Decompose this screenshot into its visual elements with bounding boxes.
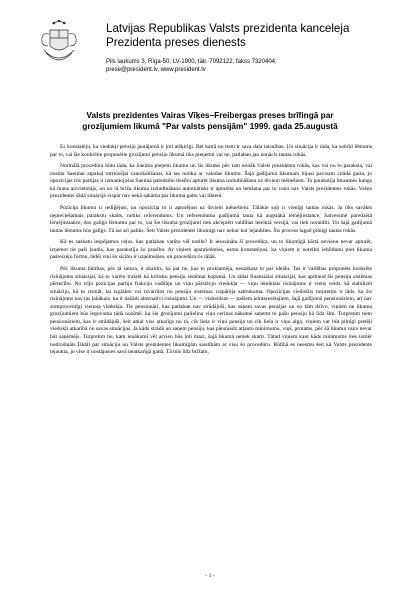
document-body	[50, 144, 372, 361]
title-line-1: Valsts prezidentes Vairas Vīķes–Freibergas preses brīfingā par	[86, 110, 334, 120]
title-line-2: grozījumiem likumā "Par valsts pensijām" 1999. gada 25.augustā	[82, 120, 338, 131]
document-title	[60, 110, 360, 131]
coat-of-arms-emblem	[37, 16, 81, 64]
paragraph: Es konstatēju, ka viedokļi pensiju jautājumā ir ļoti atšķirīgi. Bet katrā no tiem ir sava daļa taisnības. Un situācija ir tāda, ka sobrīd lēmums par to, vai šie konkrētie proponētie grozījumi pensiju likumā tiks pieņemti vai ne, patlaban jau nonācis tautas rokās.	[50, 144, 372, 158]
contact-line-2: prese@president.lv, www.president.lv	[106, 67, 206, 74]
paragraph: Kā es saskatu iespējamos ceļus, kas patlaban varētu vēl notikt? Ir iesosināta šī procedūra, un to likumīgā kārtā nevienu nevar apturēt, izņemot tie paši ļaudis, kas parakstīja šo prasību. Ar viņiem apsnriedoties, esmu konstatējusi, ka viņiem ir noteikti iebildumi pret likuma pašreizējo formu, tādēļ viņi šo sīcību ir uzņēmušies, un procedūra ris tālāk.	[50, 239, 372, 261]
paragraph: Pozīcija likumu ir rediģējusi, un opozīcija to ir apturējusi uz diviem mēnešiem. Tālākie soļi ir vienīgi tautas rokās. Ja tiks savākts nepieciešamais parakstu skaits, notiks referendums. Un referenduma gadījumā tauta kā augstākā lēmējinstance, Satversmē paredzētā lēmējinstance, dos galīgo lēmumu par to, vai šie likuma grozījumi tiek akceptēti valdības ieteiktā versijā, vai tiek noraidīti. Un šajā gadījumā tautas lēmums būs galīgs. Tā tas arī paliks. Šeit Valsts prezidentei likumīgi nav nekur kur iejaukties. Šis process tagad pilnīgi tautas rokās.	[50, 205, 372, 234]
paragraph: Normālā procedūra būtu tāda, ka Saeima pieņem likumu un šis likums pēc tam nonāk Valsts prezidenta rokās, kas vai nu to paraksta, vai nosūta Saeimai atpakaļ otrreizējai caurskatīšanai, kā tas notika ar valodas likumu. Šajā gadījumā likumam bijusi pavisam citāda gaita, jo opozīcijas trīs partijas ir izmantojušas Saeimā paredzēto tiesību apturēt likuma izsludināšanu uz diviem mēnešiem. To parakstīja Straumes kungs kā mans aizvietotājs, un no tā brīža likuma izsludināšana automātiski ir apturēta un lemšana par to vairs nav Valsts prezidentes rokās. Valsts prezidentei šādā situācijā vispār nav nekā sakāma par likuma gaitu vai likteni.	[50, 163, 372, 200]
contact-address	[106, 58, 406, 74]
contact-line-1: Pils laukums 3, Rīga-50, LV-1900, tālr. 7092122, fakss 7320404,	[106, 59, 277, 65]
department-name: Prezidenta preses dienests	[106, 36, 246, 49]
page-number: - 1 -	[205, 573, 215, 579]
letterhead	[106, 22, 406, 74]
paragraph: Pēc likuma būtības, pēc tā satura, ir skaidrs, ka pat tie, kas to proklamēja, neuzskata to par ideālu. Tas ir valdības proponēts konkrēts risinājums situācijai, kā to varētu traktēt kā kritisku pensiju sistēmai kopumā. Un tādai finansiālai situācijai, kas apdraud šīs pensiju sistēmas pērtecību. No trīju pozīcijas partiju frakciju vadītāju un viņu pārstāvju viedokļa — viņu ieteiktais risinājums ir viens veids, kā stabilizēt situāciju, kā to risināt, lai izglābtu vai izvairītos no pensiju sistēmas vispārēja sabrukuma. Opozīcijas viedoklis turpretim ir tāds, ka šis risinājums nav tas labākais, ka ir dažādi alternatīvi risinājumi. Un — visbeidzot — pašiem ieinteresētajiem, šajā gadījumā pensionāriem, arī nav simtprocentīgi vienota viedokļa. Tie pensionāri, kas patlaban nav strādājuši, kas saņem savas pensijas un no tām dzīvo, viņiem ne likuma grozījumiem būs ieguvuma tādā nozīmē, ka šie grozījumi palielina viņu ceribas nākotnē saņemt to pašu pensiju kā līdz šim. Turpretim tiem pensionāriem, kas ir strādājuši, šeit atkal viss atkarīgs no tā, cik liela ir viņu pensija un cik liela ir viņu alga, viņiem var būt pilnīgi pretēji viedokļi atkarībā no savas situācijas. Ja kāds strādā un saņem pensiju, kas pārsniedz atļauto minimumu, viņš, protams, pēc šā likuma vairs nevar būt saņēmējs. Turpretim tie, kam ienākumi vēl arvien būs ļoti mazi, šajā likumā netiek skarti. Tātad viņiem kaut kāds minimums tiek tomēr nodrošināts.Tiktāl par situāciju un Valsts prezidentes likumīgām saistībām ar visu šo procedūru. Būtībā es neesmu šeit kā Valsts prezidente iejaukta, jo vise ir nostājusies savā neatkarīgā gaitā. Tā būs līdz brīžam,	[50, 266, 372, 356]
organization-name: Latvijas Republikas Valsts prezidenta kanceleja	[106, 22, 350, 35]
